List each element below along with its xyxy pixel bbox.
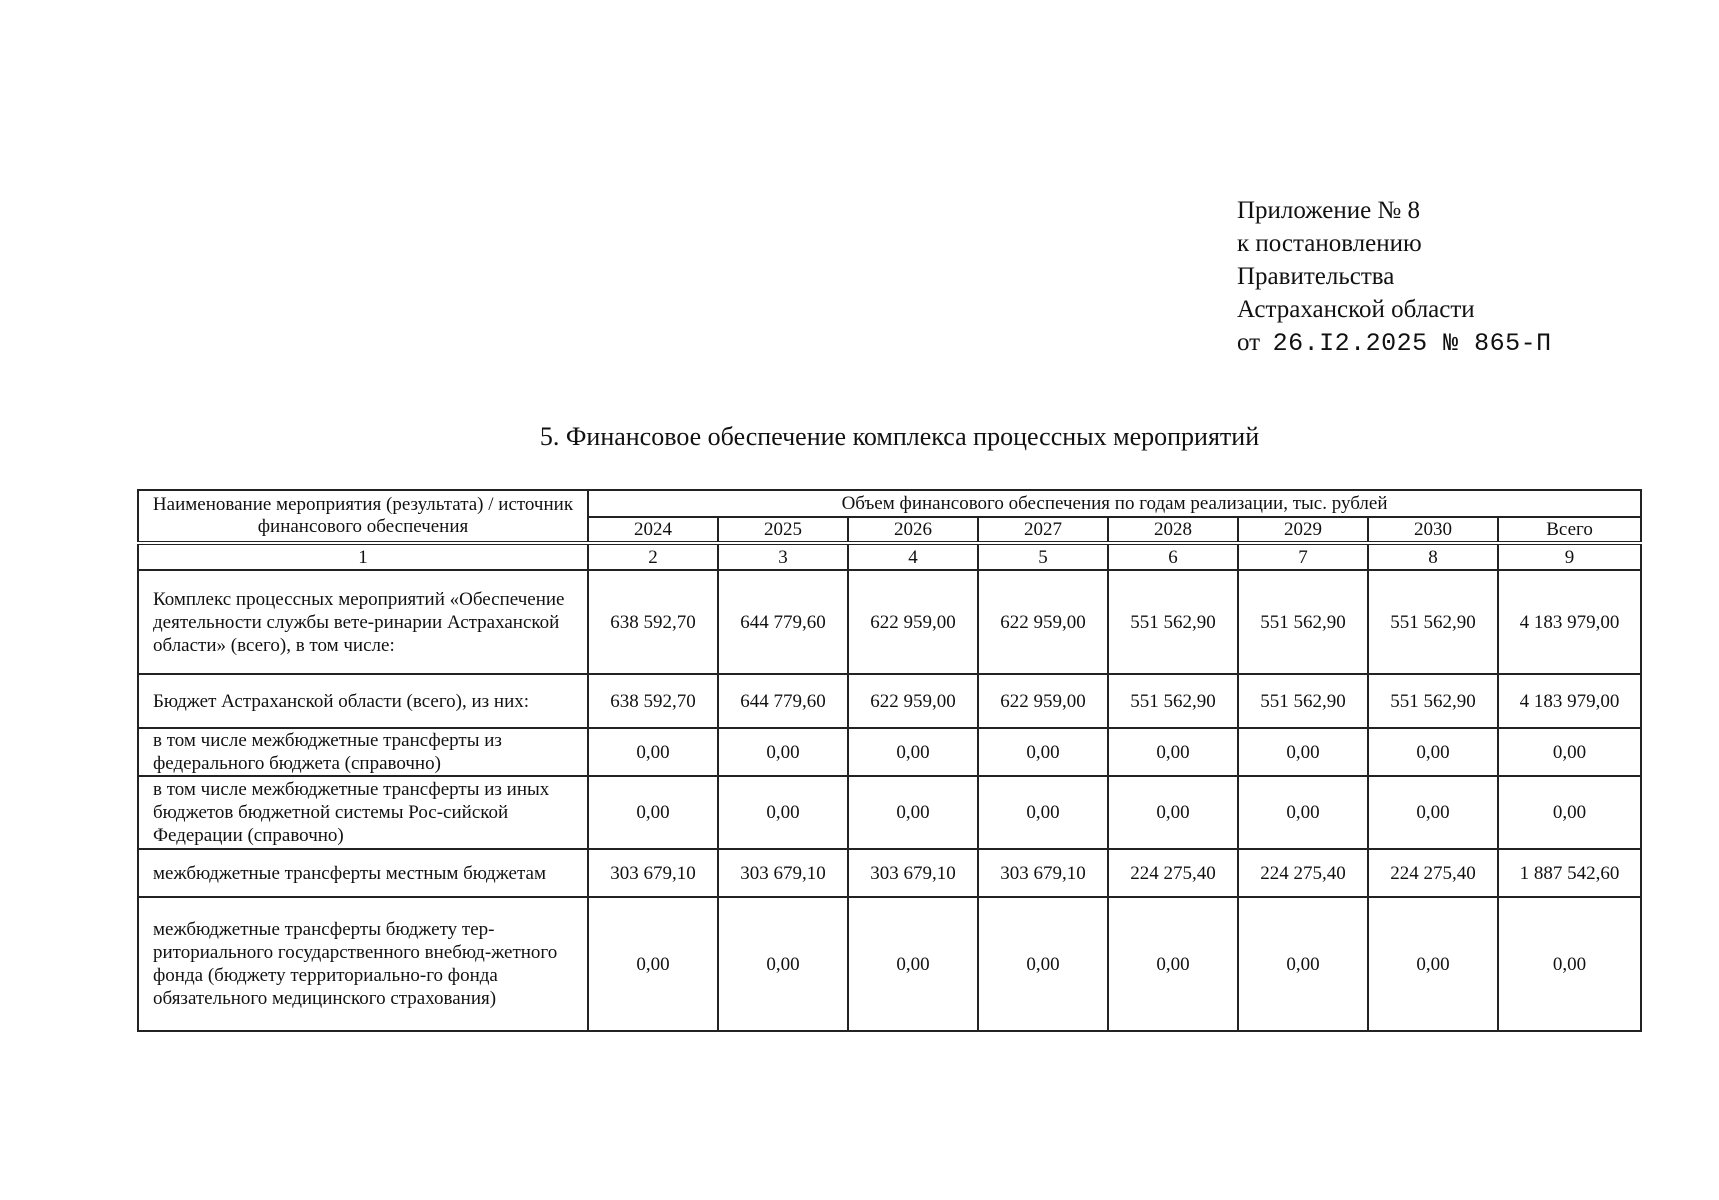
- table-row: [138, 570, 1641, 674]
- row-value-cell: 551 562,90: [1108, 674, 1238, 728]
- row-value-cell: 638 592,70: [588, 674, 718, 728]
- row-value-cell: 0,00: [848, 776, 978, 849]
- row-value-cell: 622 959,00: [848, 570, 978, 674]
- row-value-cell: 303 679,10: [718, 849, 848, 897]
- row-value-cell: 551 562,90: [1368, 674, 1498, 728]
- row-value-cell: 551 562,90: [1108, 570, 1238, 674]
- row-value-cell: 0,00: [718, 776, 848, 849]
- header-year-cell: 2030: [1368, 517, 1498, 543]
- appendix-line-1: Приложение № 8: [1237, 197, 1421, 224]
- header-year-cell: Всего: [1498, 517, 1641, 543]
- row-value-cell: 0,00: [718, 728, 848, 776]
- row-value-cell: 224 275,40: [1238, 849, 1368, 897]
- row-value-cell: 551 562,90: [1368, 570, 1498, 674]
- table-row: [138, 849, 1641, 897]
- row-value-cell: 0,00: [1238, 728, 1368, 776]
- row-value-cell: 0,00: [588, 728, 718, 776]
- row-value-cell: 622 959,00: [848, 674, 978, 728]
- index-cell: 6: [1108, 543, 1238, 570]
- row-value-cell: 303 679,10: [978, 849, 1108, 897]
- table-row: [138, 897, 1641, 1031]
- row-value-cell: 0,00: [588, 897, 718, 1031]
- header-year-cell: 2027: [978, 517, 1108, 543]
- row-name-cell: в том числе межбюджетные трансферты из иных бюджетов бюджетной системы Рос-сийской Федерации (справочно): [138, 776, 588, 849]
- row-name-cell: Бюджет Астраханской области (всего), из них:: [138, 674, 588, 728]
- row-value-cell: 0,00: [978, 897, 1108, 1031]
- row-value-cell: 1 887 542,60: [1498, 849, 1641, 897]
- financing-table: [137, 489, 1642, 1032]
- table-row: [138, 728, 1641, 776]
- appendix-line-3: Правительства: [1237, 263, 1395, 290]
- index-cell: 7: [1238, 543, 1368, 570]
- row-value-cell: 224 275,40: [1368, 849, 1498, 897]
- row-name-cell: в том числе межбюджетные трансферты из федерального бюджета (справочно): [138, 728, 588, 776]
- appendix-line-4: Астраханской области: [1237, 296, 1475, 323]
- row-value-cell: 622 959,00: [978, 570, 1108, 674]
- row-value-cell: 0,00: [848, 897, 978, 1031]
- index-cell: 8: [1368, 543, 1498, 570]
- row-value-cell: 0,00: [1498, 728, 1641, 776]
- row-name-cell: межбюджетные трансферты бюджету тер-риториального государственного внебюд-жетного фонда (бюджету территориально-го фонда обязательного медицинского страхования): [138, 897, 588, 1031]
- row-value-cell: 0,00: [1108, 897, 1238, 1031]
- row-value-cell: 0,00: [978, 728, 1108, 776]
- row-value-cell: 0,00: [1498, 897, 1641, 1031]
- row-value-cell: 303 679,10: [848, 849, 978, 897]
- row-value-cell: 4 183 979,00: [1498, 570, 1641, 674]
- row-value-cell: 0,00: [718, 897, 848, 1031]
- header-year-cell: 2026: [848, 517, 978, 543]
- header-year-cell: 2029: [1238, 517, 1368, 543]
- row-value-cell: 303 679,10: [588, 849, 718, 897]
- row-value-cell: 644 779,60: [718, 570, 848, 674]
- header-year-cell: 2028: [1108, 517, 1238, 543]
- header-year-cell: 2024: [588, 517, 718, 543]
- row-value-cell: 0,00: [1238, 776, 1368, 849]
- index-cell: 1: [138, 543, 588, 570]
- row-value-cell: 4 183 979,00: [1498, 674, 1641, 728]
- header-row-1: [138, 490, 1641, 517]
- index-cell: 9: [1498, 543, 1641, 570]
- index-cell: 3: [718, 543, 848, 570]
- row-value-cell: 622 959,00: [978, 674, 1108, 728]
- appendix-line-5: [1237, 326, 1552, 360]
- header-name-cell: Наименование мероприятия (результата) / источник финансового обеспечения: [138, 490, 588, 543]
- row-value-cell: 638 592,70: [588, 570, 718, 674]
- row-value-cell: 0,00: [1368, 776, 1498, 849]
- appendix-date-number: 26.I2.2025 № 865-П: [1272, 329, 1552, 358]
- table-row: [138, 776, 1641, 849]
- row-name-cell: Комплекс процессных мероприятий «Обеспечение деятельности службы вете-ринарии Астраханской области» (всего), в том числе:: [138, 570, 588, 674]
- row-value-cell: 0,00: [1498, 776, 1641, 849]
- section-title: 5. Финансовое обеспечение комплекса процессных мероприятий: [539, 422, 1260, 451]
- header-group-cell: Объем финансового обеспечения по годам реализации, тыс. рублей: [588, 490, 1641, 517]
- row-value-cell: 0,00: [978, 776, 1108, 849]
- table-row: [138, 674, 1641, 728]
- header-year-cell: 2025: [718, 517, 848, 543]
- index-cell: 5: [978, 543, 1108, 570]
- index-cell: 2: [588, 543, 718, 570]
- row-value-cell: 551 562,90: [1238, 674, 1368, 728]
- appendix-block: [1237, 194, 1552, 360]
- row-value-cell: 0,00: [848, 728, 978, 776]
- row-value-cell: 0,00: [1368, 897, 1498, 1031]
- row-value-cell: 0,00: [1108, 728, 1238, 776]
- row-value-cell: 0,00: [1368, 728, 1498, 776]
- appendix-line-2: к постановлению: [1237, 230, 1422, 257]
- row-value-cell: 224 275,40: [1108, 849, 1238, 897]
- row-value-cell: 644 779,60: [718, 674, 848, 728]
- appendix-date-prefix: от: [1237, 329, 1261, 356]
- index-cell: 4: [848, 543, 978, 570]
- row-name-cell: межбюджетные трансферты местным бюджетам: [138, 849, 588, 897]
- row-value-cell: 551 562,90: [1238, 570, 1368, 674]
- row-value-cell: 0,00: [1108, 776, 1238, 849]
- row-value-cell: 0,00: [588, 776, 718, 849]
- index-row: [138, 543, 1641, 570]
- row-value-cell: 0,00: [1238, 897, 1368, 1031]
